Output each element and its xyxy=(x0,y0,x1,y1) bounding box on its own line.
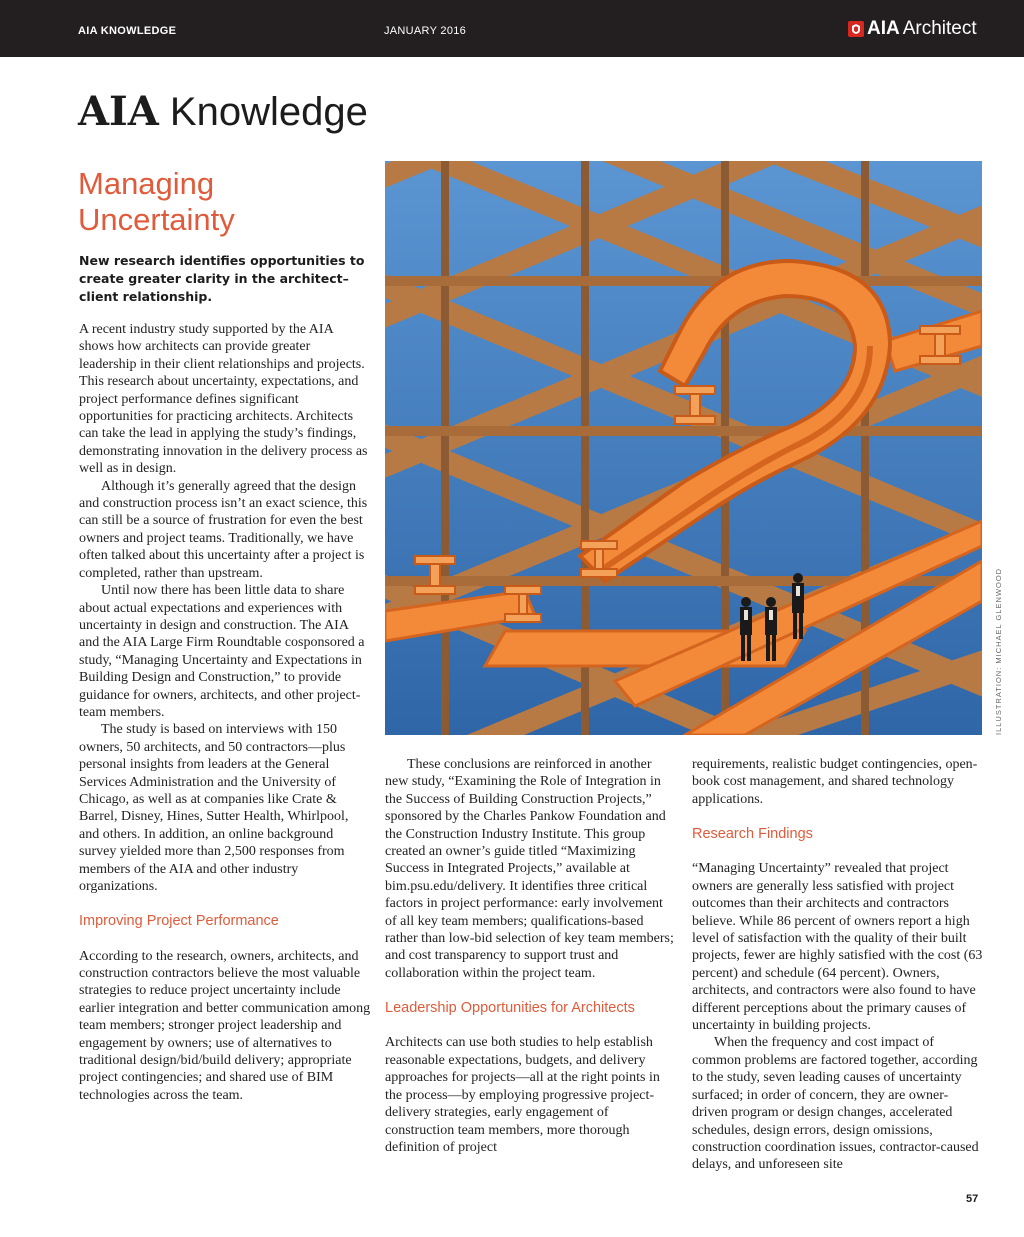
article-illustration xyxy=(385,161,982,735)
title-line-1: Managing xyxy=(78,166,215,201)
masthead-light: Knowledge xyxy=(169,90,368,134)
page-masthead xyxy=(78,88,368,135)
paragraph: Until now there has been little data to share about actual expectations and experiences with uncertainty in design and construction. The AIA and the AIA Large Firm Roundtable cosponsored a study, “Managing Uncertainty and Expectations in Building Design and Construction,” to provide guidance for owners, architects, and other project-team members. xyxy=(79,583,365,720)
subhead-leadership-opportunities: Leadership Opportunities for Architects xyxy=(385,999,635,1016)
issue-date: JANUARY 2016 xyxy=(384,25,467,37)
brand-light: Architect xyxy=(902,18,977,39)
paragraph: These conclusions are reinforced in another new study, “Examining the Role of Integration in the Success of Building Construction Projects,” sponsored by the Charles Pankow Foundation and the Construction Industry Institute. This group created an owner’s guide titled “Maximizing Success in Integrated Projects,” available at bim.psu.edu/delivery. It identifies three critical factors in project performance: early involvement of all key team members; qualifications-based rather than low-bid selection of key team members; and cost transparency to support trust and collaboration within the project team. xyxy=(385,757,674,981)
paragraph: Architects can use both studies to help establish reasonable expectations, budgets, and delivery approaches for projects—all at the right points in the process—by employing progressive project-delivery strategies, early engagement of construction team members, more thorough definition of project xyxy=(385,1035,660,1155)
subhead-research-findings: Research Findings xyxy=(692,825,813,842)
paragraph: According to the research, owners, architects, and construction contractors believe the most valuable strategies to reduce project uncertainty include earlier integration and better communication among team members; stronger project leadership and engagement by owners; use of alternatives to traditional design/bid/build delivery; appropriate project contingencies; and shared use of BIM technologies across the team. xyxy=(79,948,371,1103)
section-label: AIA KNOWLEDGE xyxy=(78,25,177,37)
title-line-2: Uncertainty xyxy=(78,202,235,237)
subhead-improving-performance: Improving Project Performance xyxy=(79,912,279,929)
body-column-2 xyxy=(385,756,677,1156)
paragraph: “Managing Uncertainty” revealed that project owners are generally less satisfied with project outcomes than their architects and contractors believe. While 86 percent of owners report a high level of satisfaction with the quality of their built projects, fewer are highly satisfied with the cost (63 percent) and schedule (64 percent). Owners, architects, and contractors were also found to have different perceptions about the primary causes of uncertainty in building projects. xyxy=(692,861,983,1034)
article-dek: New research identifies opportunities to create greater clarity in the architect–client relationship. xyxy=(79,253,365,304)
top-bar xyxy=(0,0,1024,57)
paragraph: Although it’s generally agreed that the design and construction process isn’t an exact science, this can still be a source of frustration for even the best owners and project teams. Traditionally, we have often talked about this uncertainty after a project is completed, rather than upstream. xyxy=(79,478,368,581)
paragraph: The study is based on interviews with 150 owners, 50 architects, and 50 contractors—plus personal insights from leaders at the General Services Administration and the University of Chicago, as well as at companies like Crate & Barrel, Disney, Hines, Sutter Health, Whirlpool, and others. In addition, an online background survey yielded more than 2,500 responses from members of the AIA and other industry organizations. xyxy=(79,722,349,894)
paragraph: A recent industry study supported by the AIA shows how architects can provide greater leadership in their client relationships and projects. This research about uncertainty, expectations, and project performance defines significant opportunities for practicing architects. Architects can take the lead in applying the study’s findings, demonstrating innovation in the delivery process as well as in design. xyxy=(79,322,368,477)
paragraph: When the frequency and cost impact of common problems are factored together, according to the study, seven leading causes of uncertainty surfaced; in order of concern, they are owner-driven program or design changes, accelerated schedules, design errors, design omissions, construction coordination issues, contractor-caused delays, and unforeseen site xyxy=(692,1035,979,1173)
article-title xyxy=(78,166,368,238)
illustration-credit: ILLUSTRATION: MICHAEL GLENWOOD xyxy=(994,567,1003,735)
masthead-strong: AIA xyxy=(78,88,159,135)
brand-logo[interactable] xyxy=(848,18,977,40)
body-column-1 xyxy=(79,321,371,1104)
paragraph: requirements, realistic budget contingencies, open-book cost management, and shared technology applications. xyxy=(692,757,978,807)
brand-strong: AIA xyxy=(867,18,900,39)
page-number: 57 xyxy=(966,1193,979,1205)
body-column-3 xyxy=(692,756,984,1174)
aia-seal-icon xyxy=(848,21,864,37)
